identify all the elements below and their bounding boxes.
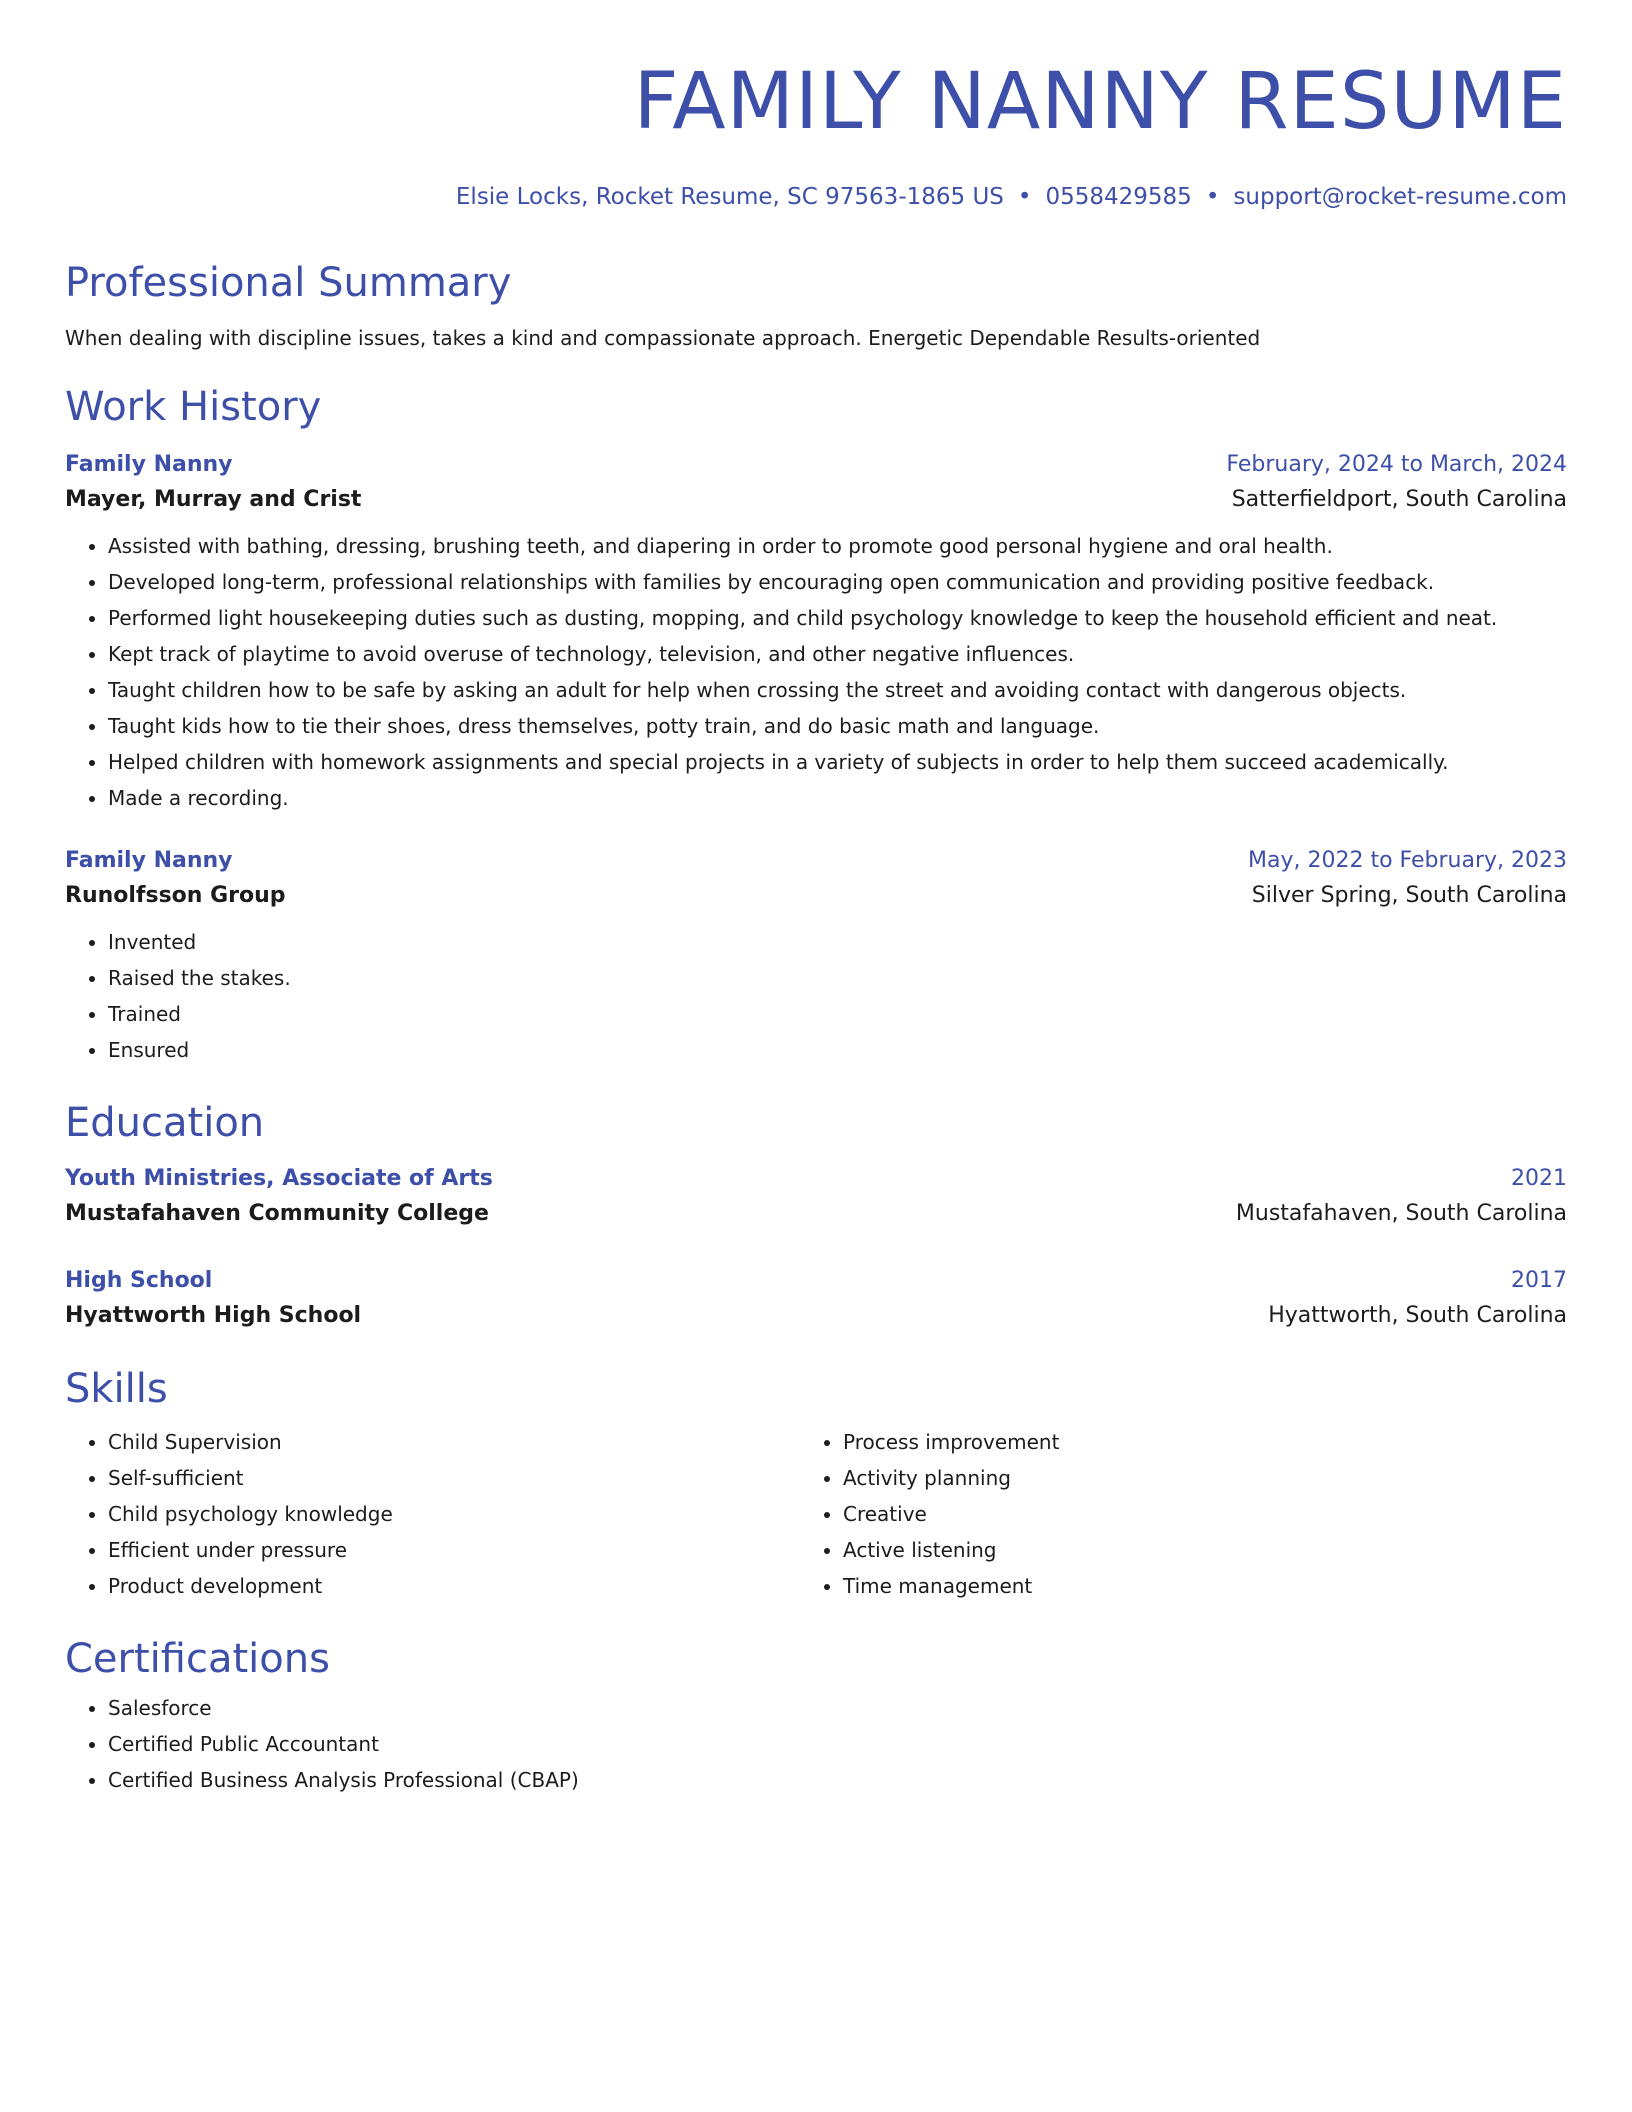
education-entry: [65, 1264, 1567, 1334]
job-duties-list: [65, 528, 1567, 816]
skills-columns: [65, 1420, 1567, 1604]
work-history-heading: Work History: [65, 384, 322, 430]
list-item: • Made a recording.: [108, 780, 1567, 816]
job-company: Mayer, Murray and Crist: [65, 487, 362, 512]
contact-separator: •: [1205, 184, 1220, 210]
education-entry: [65, 1162, 1567, 1232]
summary-heading: Professional Summary: [65, 260, 512, 306]
list-item: • Trained: [108, 996, 1567, 1032]
job-location: Silver Spring, South Carolina: [1251, 883, 1567, 908]
education-location: Hyattworth, South Carolina: [1268, 1303, 1567, 1328]
education-heading: Education: [65, 1100, 265, 1146]
list-item: • Performed light housekeeping duties such as dusting, mopping, and child psychology knowledge to keep the household efficient and neat.: [108, 600, 1567, 636]
list-item: • Efficient under pressure: [108, 1532, 800, 1568]
list-item: • Active listening: [843, 1532, 1535, 1568]
skills-heading: Skills: [65, 1366, 168, 1412]
list-item: • Certified Business Analysis Professional (CBAP): [108, 1762, 1567, 1798]
skills-list-right: [800, 1424, 1535, 1604]
skills-list-left: [65, 1424, 800, 1604]
certifications-list: [65, 1690, 1567, 1798]
education-degree: Youth Ministries, Associate of Arts: [65, 1166, 493, 1191]
list-item: • Creative: [843, 1496, 1535, 1532]
list-item: • Kept track of playtime to avoid overuse of technology, television, and other negative influences.: [108, 636, 1567, 672]
job-company: Runolfsson Group: [65, 883, 286, 908]
list-item: • Child Supervision: [108, 1424, 800, 1460]
education-year: 2021: [1511, 1166, 1567, 1191]
list-item: • Taught children how to be safe by asking an adult for help when crossing the street and avoiding contact with dangerous objects.: [108, 672, 1567, 708]
list-item: • Helped children with homework assignments and special projects in a variety of subjects in order to help them succeed academically.: [108, 744, 1567, 780]
list-item: • Activity planning: [843, 1460, 1535, 1496]
job-role: Family Nanny: [65, 452, 233, 477]
certifications-heading: Certifications: [65, 1636, 330, 1682]
job-duties-list: [65, 924, 1567, 1068]
contact-address: Elsie Locks, Rocket Resume, SC 97563-1865 US: [455, 184, 1004, 210]
list-item: • Self-sufficient: [108, 1460, 800, 1496]
job-dates: February, 2024 to March, 2024: [1226, 452, 1567, 477]
job-location: Satterfieldport, South Carolina: [1231, 487, 1567, 512]
list-item: • Salesforce: [108, 1690, 1567, 1726]
list-item: • Invented: [108, 924, 1567, 960]
contact-phone: 0558429585: [1045, 184, 1192, 210]
job-entry: [65, 844, 1567, 1068]
education-degree: High School: [65, 1268, 213, 1293]
resume-title: FAMILY NANNY RESUME: [633, 57, 1567, 147]
list-item: • Certified Public Accountant: [108, 1726, 1567, 1762]
list-item: • Taught kids how to tie their shoes, dress themselves, potty train, and do basic math and language.: [108, 708, 1567, 744]
list-item: • Process improvement: [843, 1424, 1535, 1460]
list-item: • Raised the stakes.: [108, 960, 1567, 996]
education-school: Hyattworth High School: [65, 1303, 362, 1328]
list-item: • Time management: [843, 1568, 1535, 1604]
summary-text: When dealing with discipline issues, takes a kind and compassionate approach. Energetic Dependable Results-oriented: [65, 326, 1261, 350]
contact-line: [65, 182, 1567, 212]
list-item: • Developed long-term, professional relationships with families by encouraging open communication and providing positive feedback.: [108, 564, 1567, 600]
job-entry: [65, 448, 1567, 816]
contact-email: support@rocket-resume.com: [1233, 184, 1567, 210]
education-school: Mustafahaven Community College: [65, 1201, 489, 1226]
list-item: • Child psychology knowledge: [108, 1496, 800, 1532]
list-item: • Ensured: [108, 1032, 1567, 1068]
job-role: Family Nanny: [65, 848, 233, 873]
education-location: Mustafahaven, South Carolina: [1235, 1201, 1567, 1226]
list-item: • Assisted with bathing, dressing, brushing teeth, and diapering in order to promote good personal hygiene and oral health.: [108, 528, 1567, 564]
list-item: • Product development: [108, 1568, 800, 1604]
job-dates: May, 2022 to February, 2023: [1248, 848, 1567, 873]
education-year: 2017: [1511, 1268, 1567, 1293]
contact-separator: •: [1017, 184, 1032, 210]
